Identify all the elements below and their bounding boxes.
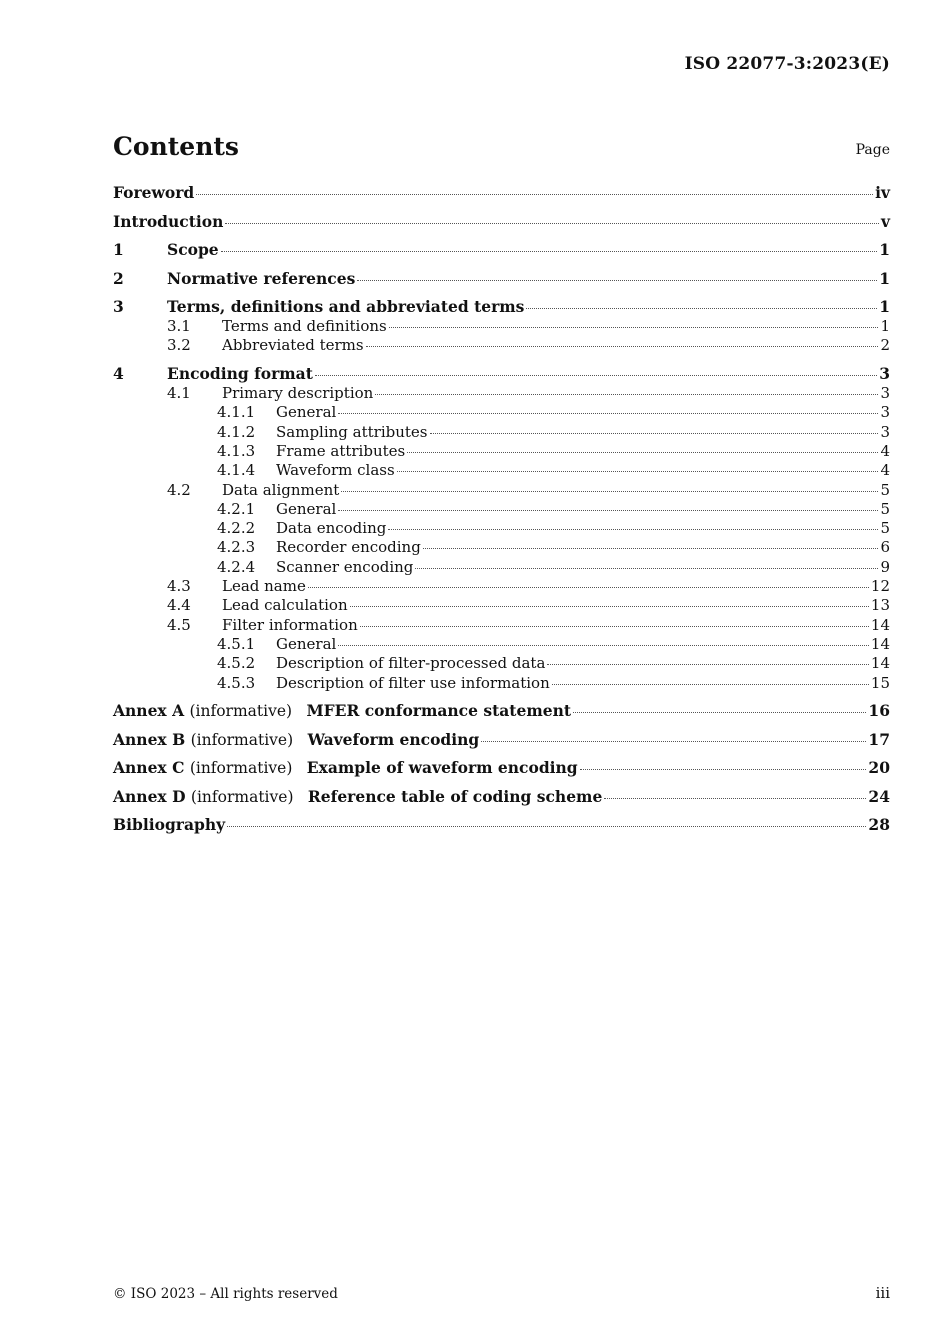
toc-entry-3[interactable] xyxy=(113,297,890,317)
toc-title: General xyxy=(276,403,337,422)
toc-entry-4-1-4[interactable] xyxy=(113,461,890,480)
toc-number: 3 xyxy=(113,297,124,316)
dot-leader xyxy=(388,528,878,530)
toc-title: Waveform class xyxy=(276,461,395,480)
toc-page: 20 xyxy=(868,758,890,778)
annex-title: MFER conformance statement xyxy=(306,701,572,721)
toc-page: 1 xyxy=(879,268,890,288)
toc-title: Abbreviated terms xyxy=(222,336,364,355)
dot-leader xyxy=(573,711,866,713)
footer-copyright: © ISO 2023 – All rights reserved xyxy=(113,1286,338,1302)
dot-leader xyxy=(407,451,878,453)
toc-page: 13 xyxy=(870,596,890,615)
toc-page: 4 xyxy=(880,441,890,460)
toc-page: 17 xyxy=(868,729,890,749)
toc-number: 4.1.3 xyxy=(217,441,256,460)
dot-leader xyxy=(526,307,877,309)
dot-leader xyxy=(366,345,879,347)
toc-page: 5 xyxy=(880,499,890,518)
toc-page: v xyxy=(880,211,890,231)
annex-title: Reference table of coding scheme xyxy=(307,786,603,806)
toc-number: 3.2 xyxy=(167,336,191,355)
toc-title: Scanner encoding xyxy=(276,557,414,576)
toc-title: Data alignment xyxy=(222,480,340,499)
dot-leader xyxy=(430,432,879,434)
dot-leader xyxy=(357,279,877,281)
toc-number: 4.2.1 xyxy=(217,499,256,518)
toc-page: 3 xyxy=(880,403,890,422)
dot-leader xyxy=(481,740,866,742)
dot-leader xyxy=(547,663,869,665)
annex-label: Annex A xyxy=(113,701,185,721)
toc-annex-title-group xyxy=(113,730,479,750)
toc-number: 4.1.2 xyxy=(217,422,256,441)
annex-label: Annex D xyxy=(113,786,186,806)
toc-number: 4.2.3 xyxy=(217,538,256,557)
toc-title: Normative references xyxy=(167,268,356,288)
dot-leader xyxy=(315,374,877,376)
dot-leader xyxy=(227,825,866,827)
toc-annex-title-group xyxy=(113,787,602,807)
toc-entry-introduction[interactable] xyxy=(113,212,890,232)
dot-leader xyxy=(415,567,878,569)
toc-entry-4-1[interactable] xyxy=(113,384,890,403)
toc-page: 3 xyxy=(880,422,890,441)
toc-page: 5 xyxy=(880,519,890,538)
toc-page: 28 xyxy=(868,815,890,835)
toc-title: Frame attributes xyxy=(276,441,406,460)
dot-leader xyxy=(221,250,878,252)
toc-entry-4-1-2[interactable] xyxy=(113,423,890,442)
toc-entry-4-5[interactable] xyxy=(113,616,890,635)
toc-entry-annex-c[interactable] xyxy=(113,758,890,778)
toc-number: 4.2 xyxy=(167,480,191,499)
toc-entry-3-1[interactable] xyxy=(113,317,890,336)
toc-title: Terms, definitions and abbreviated terms xyxy=(167,297,525,316)
toc-number: 3.1 xyxy=(167,317,191,335)
toc-entry-4[interactable] xyxy=(113,364,890,384)
dot-leader xyxy=(308,586,869,588)
toc-entry-4-1-3[interactable] xyxy=(113,442,890,461)
toc-entry-foreword[interactable] xyxy=(113,183,890,203)
footer-page-number: iii xyxy=(875,1284,890,1302)
toc-entry-2[interactable] xyxy=(113,269,890,289)
toc-page: 2 xyxy=(880,336,890,355)
toc-entry-4-1-1[interactable] xyxy=(113,403,890,422)
toc-page: 14 xyxy=(870,615,890,634)
dot-leader xyxy=(552,683,869,685)
toc-title: Lead name xyxy=(222,577,306,596)
toc-number: 4.2.2 xyxy=(217,519,256,538)
toc-page: 1 xyxy=(880,317,890,335)
toc-entry-4-2[interactable] xyxy=(113,481,890,500)
dot-leader xyxy=(375,393,878,395)
dot-leader xyxy=(604,797,866,799)
toc-title: Description of filter use information xyxy=(276,673,550,692)
annex-type: (informative) xyxy=(189,759,293,778)
toc-title: Lead calculation xyxy=(222,596,348,615)
toc-title: Description of filter-processed data xyxy=(276,654,546,673)
dot-leader xyxy=(341,490,878,492)
toc-title: Recorder encoding xyxy=(276,538,421,557)
toc-page: 15 xyxy=(870,673,890,692)
table-of-contents xyxy=(113,183,890,835)
dot-leader xyxy=(338,412,878,414)
dot-leader xyxy=(196,193,873,195)
toc-entry-4-2-3[interactable] xyxy=(113,538,890,557)
annex-title: Example of waveform encoding xyxy=(306,758,578,778)
toc-title: Foreword xyxy=(113,183,195,202)
toc-number: 4.5.2 xyxy=(217,654,256,673)
toc-entry-1[interactable] xyxy=(113,240,890,260)
toc-entry-annex-b[interactable] xyxy=(113,730,890,750)
toc-entry-4-5-3[interactable] xyxy=(113,674,890,693)
toc-entry-4-4[interactable] xyxy=(113,596,890,615)
toc-number: 4.3 xyxy=(167,577,191,596)
toc-page: 4 xyxy=(880,461,890,480)
toc-number: 4.2.4 xyxy=(217,557,256,576)
toc-title: Sampling attributes xyxy=(276,422,428,441)
annex-type: (informative) xyxy=(190,787,294,806)
toc-entry-annex-a[interactable] xyxy=(113,701,890,721)
toc-number: 4.5 xyxy=(167,615,191,634)
annex-type: (informative) xyxy=(190,730,294,749)
dot-leader xyxy=(360,625,869,627)
toc-page: iv xyxy=(875,183,890,202)
toc-number: 4.1.1 xyxy=(217,403,256,422)
toc-title: Encoding format xyxy=(167,364,313,384)
toc-number: 4.1 xyxy=(167,384,191,403)
annex-title: Waveform encoding xyxy=(307,729,480,749)
toc-entry-bibliography[interactable] xyxy=(113,815,890,835)
toc-page: 3 xyxy=(880,384,890,403)
toc-title: Scope xyxy=(167,240,219,259)
toc-number: 4.5.1 xyxy=(217,634,256,653)
dot-leader xyxy=(338,644,869,646)
dot-leader xyxy=(580,768,867,770)
toc-title: Data encoding xyxy=(276,519,387,538)
toc-page: 16 xyxy=(868,701,890,721)
toc-page: 14 xyxy=(870,634,890,653)
toc-title: Introduction xyxy=(113,211,224,231)
dot-leader xyxy=(350,605,869,607)
toc-title: Primary description xyxy=(222,384,374,403)
annex-label: Annex C xyxy=(113,758,185,778)
page-column-label: Page xyxy=(855,142,890,158)
toc-title: General xyxy=(276,499,337,518)
toc-entry-3-2[interactable] xyxy=(113,336,890,355)
document-id: ISO 22077-3:2023(E) xyxy=(684,54,890,74)
toc-number: 2 xyxy=(113,268,124,288)
toc-number: 4.5.3 xyxy=(217,673,256,692)
toc-title: General xyxy=(276,634,337,653)
dot-leader xyxy=(389,326,879,328)
toc-entry-annex-d[interactable] xyxy=(113,787,890,807)
toc-page: 9 xyxy=(880,557,890,576)
dot-leader xyxy=(423,547,879,549)
toc-page: 24 xyxy=(868,786,890,806)
toc-entry-4-2-4[interactable] xyxy=(113,558,890,577)
dot-leader xyxy=(225,222,879,224)
toc-page: 6 xyxy=(880,538,890,557)
toc-page: 1 xyxy=(879,240,890,259)
toc-entry-4-3[interactable] xyxy=(113,577,890,596)
annex-type: (informative) xyxy=(189,702,293,721)
toc-entry-4-2-2[interactable] xyxy=(113,519,890,538)
toc-page: 5 xyxy=(880,480,890,499)
toc-entry-4-5-1[interactable] xyxy=(113,635,890,654)
dot-leader xyxy=(338,509,878,511)
toc-entry-4-5-2[interactable] xyxy=(113,654,890,673)
toc-entry-4-2-1[interactable] xyxy=(113,500,890,519)
page-title: Contents xyxy=(113,132,240,161)
toc-title: Filter information xyxy=(222,615,358,634)
toc-annex-title-group xyxy=(113,758,578,778)
toc-title: Terms and definitions xyxy=(222,317,387,335)
annex-label: Annex B xyxy=(113,729,186,749)
toc-page: 12 xyxy=(870,577,890,596)
toc-page: 14 xyxy=(870,654,890,673)
dot-leader xyxy=(397,470,879,472)
toc-number: 1 xyxy=(113,240,124,259)
toc-annex-title-group xyxy=(113,701,571,721)
toc-page: 3 xyxy=(879,364,890,384)
toc-page: 1 xyxy=(879,297,890,316)
toc-number: 4 xyxy=(113,364,124,384)
toc-number: 4.1.4 xyxy=(217,461,256,480)
toc-number: 4.4 xyxy=(167,596,191,615)
toc-title: Bibliography xyxy=(113,815,226,835)
